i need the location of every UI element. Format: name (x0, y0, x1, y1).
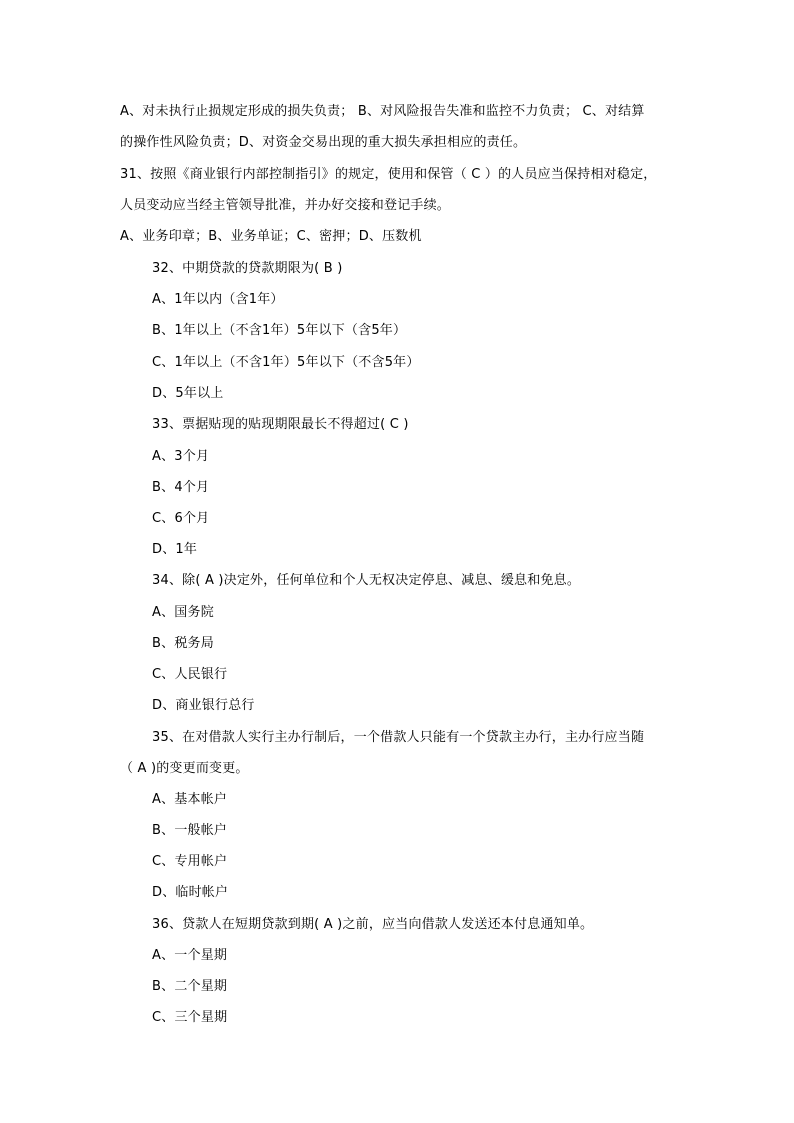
text-line: （ A )的变更而变更。 (120, 761, 249, 776)
option-a: A、基本帐户 (152, 792, 228, 807)
option-a: A、一个星期 (152, 948, 228, 963)
option-d: D、临时帐户 (152, 885, 229, 900)
option-d: D、1年 (152, 542, 198, 557)
text-line: 人员变动应当经主管领导批准，并办好交接和登记手续。 (120, 198, 451, 213)
question-36: 36、贷款人在短期贷款到期( A )之前，应当向借款人发送还本付息通知单。 (152, 917, 594, 932)
question-33: 33、票据贴现的贴现期限最长不得超过( C ) (152, 417, 409, 432)
option-c: C、三个星期 (152, 1010, 228, 1025)
question-35: 35、在对借款人实行主办行制后，一个借款人只能有一个贷款主办行，主办行应当随 (152, 730, 645, 745)
option-a: A、3个月 (152, 449, 210, 464)
text-line: A、对未执行止损规定形成的损失负责； B、对风险报告失准和监控不力负责； C、对结算 (120, 104, 645, 119)
option-c: C、人民银行 (152, 667, 228, 682)
question-32: 32、中期贷款的贷款期限为( B ) (152, 261, 343, 276)
option-b: B、4个月 (152, 480, 210, 495)
option-b: B、一般帐户 (152, 823, 228, 838)
question-31: 31、按照《商业银行内部控制指引》的规定，使用和保管（ C ）的人员应当保持相对稳定， (120, 167, 657, 182)
option-b: B、税务局 (152, 636, 214, 651)
text-line: 的操作性风险负责；D、对资金交易出现的重大损失承担相应的责任。 (120, 135, 527, 150)
option-c: C、1年以上（不含1年）5年以下（不含5年） (152, 355, 420, 370)
option-a: A、1年以内（含1年） (152, 292, 284, 307)
option-d: D、5年以上 (152, 386, 224, 401)
option-a: A、国务院 (152, 605, 214, 620)
option-b: B、二个星期 (152, 979, 228, 994)
options-line: A、业务印章；B、业务单证；C、密押；D、压数机 (120, 229, 422, 244)
option-d: D、商业银行总行 (152, 698, 255, 713)
option-b: B、1年以上（不含1年）5年以下（含5年） (152, 323, 407, 338)
option-c: C、专用帐户 (152, 854, 228, 869)
question-34: 34、除( A )决定外，任何单位和个人无权决定停息、减息、缓息和免息。 (152, 573, 581, 588)
option-c: C、6个月 (152, 511, 210, 526)
